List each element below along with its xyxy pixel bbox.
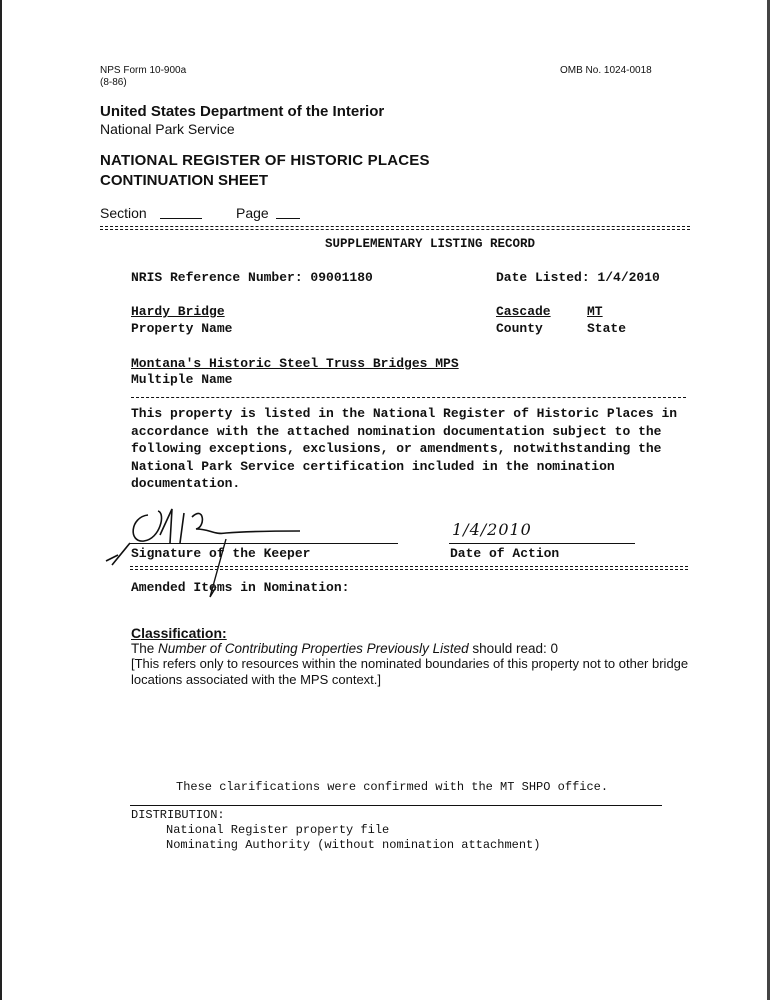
county-value: Cascade <box>496 304 551 319</box>
signature-line <box>130 543 398 544</box>
multiple-name-value: Montana's Historic Steel Truss Bridges MPS <box>131 356 459 371</box>
omb-number: OMB No. 1024-0018 <box>560 65 652 76</box>
property-name-value: Hardy Bridge <box>131 304 225 319</box>
state-label: State <box>587 321 627 336</box>
confirmation-text: These clarifications were confirmed with the MT SHPO office. <box>176 780 609 794</box>
nris-reference: NRIS Reference Number: 09001180 <box>131 270 373 285</box>
county-label: County <box>496 321 543 336</box>
double-rule-top <box>100 226 690 230</box>
classification-note: [This refers only to resources within the nominated boundaries of this property not to other bridge locations associated with the MPS context.] <box>131 656 689 687</box>
agency-name: National Park Service <box>100 121 235 137</box>
document-subtitle: CONTINUATION SHEET <box>100 172 269 189</box>
property-name-label: Property Name <box>131 321 233 336</box>
dashed-rule <box>131 397 686 398</box>
date-of-action-value: 1/4/2010 <box>452 520 532 539</box>
state-value: MT <box>587 304 603 319</box>
scan-border-left <box>0 0 2 1000</box>
record-heading: SUPPLEMENTARY LISTING RECORD <box>324 237 536 251</box>
department-name: United States Department of the Interior <box>100 103 385 120</box>
section-blank <box>160 218 202 219</box>
classification-statement: The Number of Contributing Properties Previously Listed should read: 0 <box>131 641 558 656</box>
signature-label: Signature of the Keeper <box>131 546 311 561</box>
form-date: (8-86) <box>100 77 127 88</box>
distribution-item: Nominating Authority (without nomination attachment) <box>166 838 541 852</box>
page-label: Page <box>236 205 269 221</box>
form-number: NPS Form 10-900a <box>100 65 187 76</box>
double-rule-middle <box>130 566 688 570</box>
date-of-action-line <box>449 543 635 544</box>
multiple-name-label: Multiple Name <box>131 372 233 387</box>
date-of-action-label: Date of Action <box>450 546 560 561</box>
date-listed: Date Listed: 1/4/2010 <box>496 270 660 285</box>
distribution-rule <box>130 805 662 806</box>
classification-title: Classification: <box>131 625 227 641</box>
document-title: NATIONAL REGISTER OF HISTORIC PLACES <box>100 152 430 169</box>
listing-statement: This property is listed in the National Register of Historic Places in accordance with the attached nomination documentation subject to the following exceptions, exclusions, or amendments, notwithstanding the National Park Service certification included in the nomination documentation. <box>131 406 678 491</box>
distribution-item: National Register property file <box>166 823 390 837</box>
amended-items-label: Amended Items in Nomination: <box>131 580 350 595</box>
section-label: Section <box>100 205 147 221</box>
distribution-label: DISTRIBUTION: <box>131 808 225 822</box>
page-blank <box>276 218 300 219</box>
